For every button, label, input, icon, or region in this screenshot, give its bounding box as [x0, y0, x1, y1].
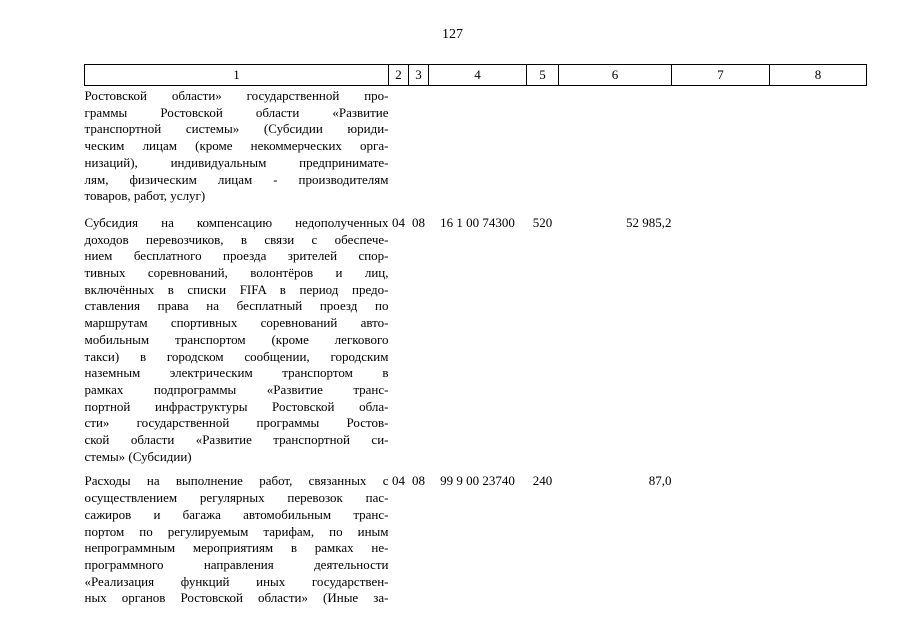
- row-description: [85, 213, 389, 474]
- description-line: стемы» (Субсидии): [84, 448, 192, 464]
- description-line: рамках подпрограммы «Развитие транс-: [84, 381, 389, 397]
- table-row: [85, 213, 867, 474]
- row-description: [85, 86, 389, 213]
- section-code: [389, 86, 409, 213]
- row-description: [85, 473, 389, 607]
- expense-type-code: 520: [532, 214, 553, 230]
- description-line: ческим лицам (кроме некоммерческих орга-: [84, 138, 389, 154]
- description-line: транспортной системы» (Субсидии юриди-: [84, 121, 389, 137]
- subsection-code: 08: [412, 473, 425, 489]
- description-line: осуществлением регулярных перевозок пас-: [84, 490, 389, 506]
- subsection-code: 08: [412, 214, 425, 230]
- amount-col-8: [770, 213, 867, 474]
- budget-table: [84, 64, 867, 607]
- column-header-7: 7: [672, 65, 770, 86]
- expense-type-code: [527, 86, 559, 213]
- description-line: лям, физическим лицам - производителям: [84, 171, 389, 187]
- column-header-3: 3: [409, 65, 429, 86]
- target-item-code: 16 1 00 74300: [440, 214, 515, 230]
- section-code: 04: [392, 473, 405, 489]
- amount-col-6: 52 985,2: [626, 214, 672, 230]
- description-line: портом по регулируемым тарифам, по иным: [84, 523, 389, 539]
- description-line: ской области «Развитие транспортной си-: [84, 432, 389, 448]
- description-line: включённых в списки FIFA в период предо-: [84, 281, 389, 297]
- amount-col-6: 87,0: [648, 473, 672, 489]
- table-row: [85, 473, 867, 607]
- description-line: непрограммным мероприятиям в рамках не-: [84, 540, 389, 556]
- description-line: Субсидия на компенсацию недополученных: [84, 214, 389, 230]
- subsection-code: [409, 86, 429, 213]
- description-line: «Реализация функций иных государствен-: [84, 573, 389, 589]
- page-number: 127: [442, 27, 463, 42]
- description-line: товаров, работ, услуг): [84, 188, 206, 204]
- section-code: 04: [392, 214, 405, 230]
- table-body: [85, 86, 867, 608]
- description-line: низаций), индивидуальным предпринимате-: [84, 154, 389, 170]
- target-item-code: 99 9 00 23740: [440, 473, 515, 489]
- description-line: Ростовской области» государственной про-: [84, 88, 389, 103]
- description-line: мобильным транспортом (кроме легкового: [84, 331, 389, 347]
- description-line: граммы Ростовской области «Развитие: [84, 104, 389, 120]
- column-header-5: 5: [527, 65, 559, 86]
- column-header-8: 8: [770, 65, 867, 86]
- description-line: доходов перевозчиков, в связи с обеспече-: [84, 231, 389, 247]
- column-header-1: 1: [85, 65, 389, 86]
- description-line: Расходы на выполнение работ, связанных с: [84, 473, 389, 489]
- description-line: ных органов Ростовской области» (Иные за-: [84, 590, 389, 606]
- description-line: маршрутам спортивных соревнований авто-: [84, 315, 389, 331]
- table-row: [85, 86, 867, 213]
- amount-col-8: [770, 86, 867, 213]
- column-header-2: 2: [389, 65, 409, 86]
- amount-col-8: [770, 473, 867, 607]
- description-line: нием бесплатного проезда зрителей спор-: [84, 248, 389, 264]
- amount-col-7: [672, 86, 770, 213]
- amount-col-7: [672, 473, 770, 607]
- description-line: программного направления деятельности: [84, 556, 389, 572]
- description-line: такси) в городском сообщении, городским: [84, 348, 389, 364]
- column-header-4: 4: [429, 65, 527, 86]
- description-line: наземным электрическим транспортом в: [84, 365, 389, 381]
- target-item-code: [429, 86, 527, 213]
- amount-col-7: [672, 213, 770, 474]
- description-line: ставления права на бесплатный проезд по: [84, 298, 389, 314]
- description-line: сти» государственной программы Ростов-: [84, 415, 389, 431]
- header-row: [85, 65, 867, 86]
- description-line: сажиров и багажа автомобильным транс-: [84, 506, 389, 522]
- description-line: тивных соревнований, волонтёров и лиц,: [84, 265, 389, 281]
- column-header-6: 6: [559, 65, 672, 86]
- description-line: портной инфраструктуры Ростовской обла-: [84, 398, 389, 414]
- amount-col-6: [559, 86, 672, 213]
- expense-type-code: 240: [532, 473, 553, 489]
